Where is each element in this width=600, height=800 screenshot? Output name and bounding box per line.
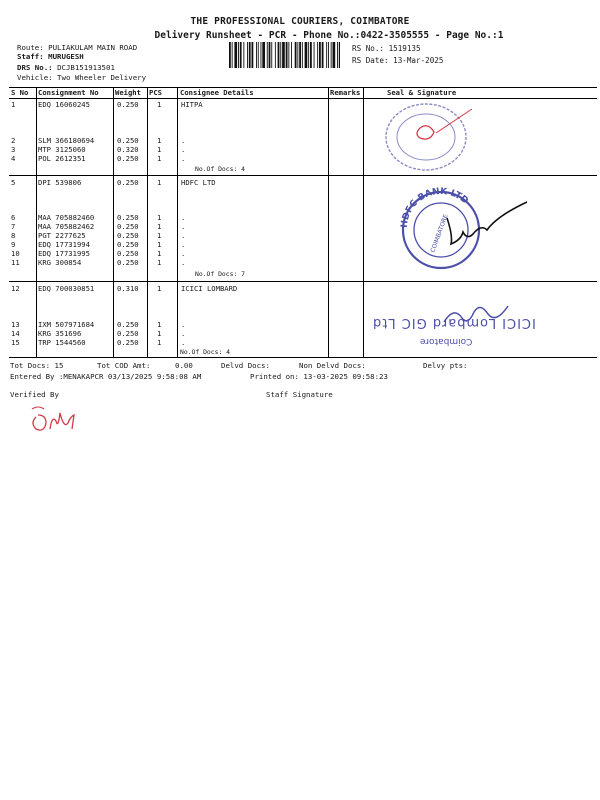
total-cod-label: Tot COD Amt: — [97, 361, 151, 370]
route-label: Route: PULIAKULAM MAIN ROAD — [17, 43, 138, 52]
row-consignment: MAA 705882460 — [38, 213, 95, 222]
barcode-bar — [234, 42, 237, 68]
barcode-image — [228, 42, 340, 68]
barcode-bar — [305, 42, 308, 68]
barcode-bar — [317, 42, 318, 68]
barcode-bar — [256, 42, 257, 68]
row-consignment: EDQ 16060245 — [38, 100, 90, 109]
row-dot: . — [181, 222, 186, 231]
barcode-bar — [308, 42, 309, 68]
row-weight: 0.250 — [117, 154, 139, 163]
verifier-signature-icon — [26, 403, 86, 435]
total-cod-value: 0.00 — [175, 361, 193, 370]
delivery-points: Delvy pts: — [423, 361, 468, 370]
barcode-bar — [240, 42, 242, 68]
col-consignment: Consignment No — [38, 88, 99, 97]
barcode-bar — [302, 42, 303, 68]
docs-count: No.Of Docs: 4 — [195, 165, 246, 173]
barcode-bar — [261, 42, 262, 68]
col-seal: Seal & Signature — [387, 88, 457, 97]
barcode-bar — [269, 42, 271, 68]
table-header-rule — [9, 98, 597, 99]
row-weight: 0.250 — [117, 258, 139, 267]
row-dot: . — [181, 145, 186, 154]
row-consignment: SLM 366180694 — [38, 136, 95, 145]
delivered-docs: Delvd Docs: — [221, 361, 270, 370]
barcode-bar — [243, 42, 244, 68]
row-weight: 0.250 — [117, 231, 139, 240]
barcode-bar — [299, 42, 301, 68]
printed-on: Printed on: 13-03-2025 09:58:23 — [250, 372, 388, 381]
row-weight: 0.250 — [117, 240, 139, 249]
barcode-bar — [271, 42, 272, 68]
barcode-bar — [278, 42, 280, 68]
icici-stamp-city: Coimbatore — [420, 336, 473, 346]
row-sno: 3 — [11, 145, 16, 154]
barcode-bar — [288, 42, 289, 68]
row-sno: 9 — [11, 240, 16, 249]
vehicle-label: Vehicle: Two Wheeler Delivery — [17, 73, 147, 82]
row-consignment: TRP 1544560 — [38, 338, 86, 347]
barcode-bar — [286, 42, 288, 68]
col-divider — [36, 87, 37, 357]
row-consignment: MTP 3125060 — [38, 145, 86, 154]
row-sno: 1 — [11, 100, 16, 109]
row-weight: 0.310 — [117, 284, 139, 293]
group-separator — [9, 175, 597, 176]
row-pcs: 1 — [157, 222, 162, 231]
barcode-bar — [275, 42, 276, 68]
row-dot: . — [181, 338, 186, 347]
col-pcs: PCS — [149, 88, 162, 97]
row-weight: 0.250 — [117, 178, 139, 187]
row-weight: 0.250 — [117, 320, 139, 329]
total-docs: Tot Docs: 15 — [10, 361, 64, 370]
row-consignee: ICICI LOMBARD — [181, 284, 238, 293]
barcode-bar — [238, 42, 239, 68]
row-weight: 0.250 — [117, 136, 139, 145]
row-sno: 13 — [11, 320, 20, 329]
row-weight: 0.250 — [117, 329, 139, 338]
barcode-bar — [258, 42, 259, 68]
row-sno: 2 — [11, 136, 16, 145]
row-consignment: MAA 705882462 — [38, 222, 95, 231]
seal-stamp-icon — [380, 100, 485, 175]
staff-signature-label: Staff Signature — [266, 390, 333, 399]
icici-signature-icon — [440, 302, 520, 328]
barcode-bar — [322, 42, 324, 68]
rs-date: RS Date: 13-Mar-2025 — [352, 56, 444, 65]
col-divider — [328, 87, 329, 357]
drs-label: DRS No.: — [17, 63, 53, 72]
entered-by: Entered By :MENAKAPCR 03/13/2025 9:58:08 AM — [10, 372, 202, 381]
rs-number: RS No.: 1519135 — [352, 44, 421, 53]
row-dot: . — [181, 240, 186, 249]
row-consignment: POL 2612351 — [38, 154, 86, 163]
row-dot: . — [181, 213, 186, 222]
row-weight: 0.250 — [117, 338, 139, 347]
row-weight: 0.320 — [117, 145, 139, 154]
row-sno: 15 — [11, 338, 20, 347]
row-dot: . — [181, 258, 186, 267]
row-dot: . — [181, 249, 186, 258]
row-pcs: 1 — [157, 249, 162, 258]
row-pcs: 1 — [157, 231, 162, 240]
row-consignment: PGT 2277625 — [38, 231, 86, 240]
drs-value: DCJB151913501 — [57, 63, 115, 72]
col-consignee: Consignee Details — [180, 88, 254, 97]
row-consignment: EDQ 17731994 — [38, 240, 90, 249]
non-delivered-docs: Non Delvd Docs: — [299, 361, 366, 370]
staff-label: Staff: MURUGESH — [17, 52, 84, 61]
hdfc-stamp-text: HDFC BANK LTD — [399, 186, 470, 229]
row-dot: . — [181, 320, 186, 329]
barcode-bar — [310, 42, 312, 68]
row-pcs: 1 — [157, 240, 162, 249]
col-sno: S No — [11, 88, 29, 97]
row-sno: 5 — [11, 178, 16, 187]
barcode-bar — [267, 42, 268, 68]
group-separator — [9, 281, 597, 282]
row-dot: . — [181, 136, 186, 145]
barcode-bar — [249, 42, 251, 68]
barcode-bar — [262, 42, 265, 68]
company-title: THE PROFESSIONAL COURIERS, COIMBATORE — [190, 16, 410, 27]
row-sno: 10 — [11, 249, 20, 258]
row-consignee: HITPA — [181, 100, 203, 109]
row-pcs: 1 — [157, 213, 162, 222]
row-pcs: 1 — [157, 136, 162, 145]
barcode-bar — [297, 42, 298, 68]
row-pcs: 1 — [157, 145, 162, 154]
row-consignment: KRG 300854 — [38, 258, 82, 267]
row-dot: . — [181, 154, 186, 163]
table-bottom-rule — [9, 357, 597, 358]
drs-number — [17, 63, 115, 72]
row-sno: 7 — [11, 222, 16, 231]
row-consignment: DPI 539806 — [38, 178, 82, 187]
barcode-bar — [339, 42, 340, 68]
barcode-bar — [331, 42, 332, 68]
row-pcs: 1 — [157, 338, 162, 347]
barcode-bar — [326, 42, 327, 68]
row-sno: 12 — [11, 284, 20, 293]
barcode-bar — [328, 42, 329, 68]
row-pcs: 1 — [157, 258, 162, 267]
row-weight: 0.250 — [117, 249, 139, 258]
row-sno: 14 — [11, 329, 20, 338]
col-weight: Weight — [115, 88, 141, 97]
col-divider — [113, 87, 114, 357]
barcode-bar — [252, 42, 254, 68]
row-dot: . — [181, 329, 186, 338]
row-pcs: 1 — [157, 320, 162, 329]
row-consignment: EDQ 700030851 — [38, 284, 95, 293]
row-sno: 6 — [11, 213, 16, 222]
barcode-bar — [319, 42, 321, 68]
row-consignee: HDFC LTD — [181, 178, 216, 187]
col-remarks: Remarks — [330, 88, 361, 97]
row-sno: 8 — [11, 231, 16, 240]
docs-count: No.Of Docs: 7 — [195, 270, 246, 278]
barcode-bar — [291, 42, 292, 68]
row-weight: 0.250 — [117, 100, 139, 109]
barcode-bar — [229, 42, 231, 68]
row-weight: 0.250 — [117, 213, 139, 222]
barcode-bar — [314, 42, 315, 68]
row-pcs: 1 — [157, 100, 162, 109]
row-pcs: 1 — [157, 284, 162, 293]
row-sno: 4 — [11, 154, 16, 163]
barcode-bar — [282, 42, 285, 68]
docs-count: No.Of Docs: 4 — [180, 348, 231, 356]
row-dot: . — [181, 231, 186, 240]
row-sno: 11 — [11, 258, 20, 267]
row-pcs: 1 — [157, 178, 162, 187]
row-pcs: 1 — [157, 154, 162, 163]
barcode-bar — [280, 42, 281, 68]
row-consignment: KRG 351696 — [38, 329, 82, 338]
verified-by-label: Verified By — [10, 390, 59, 399]
col-divider — [177, 87, 178, 357]
col-divider — [363, 87, 364, 357]
barcode-bar — [337, 42, 338, 68]
col-divider — [147, 87, 148, 357]
svg-text:HDFC BANK LTD — [400, 187, 470, 229]
barcode-bar — [232, 42, 233, 68]
hdfc-stamp-city: COIMBATORE — [429, 213, 450, 254]
barcode-bar — [333, 42, 336, 68]
barcode-bar — [247, 42, 248, 68]
barcode-bar — [295, 42, 297, 68]
icici-stamp-text: ICICI Lombard GIC Ltd — [372, 315, 536, 330]
row-consignment: IXM 507971684 — [38, 320, 95, 329]
row-consignment: EDQ 17731995 — [38, 249, 90, 258]
hdfc-stamp-icon — [395, 178, 535, 273]
row-pcs: 1 — [157, 329, 162, 338]
runsheet-subtitle: Delivery Runsheet - PCR - Phone No.:0422-3505555 - Page No.:1 — [154, 30, 504, 41]
row-weight: 0.250 — [117, 222, 139, 231]
